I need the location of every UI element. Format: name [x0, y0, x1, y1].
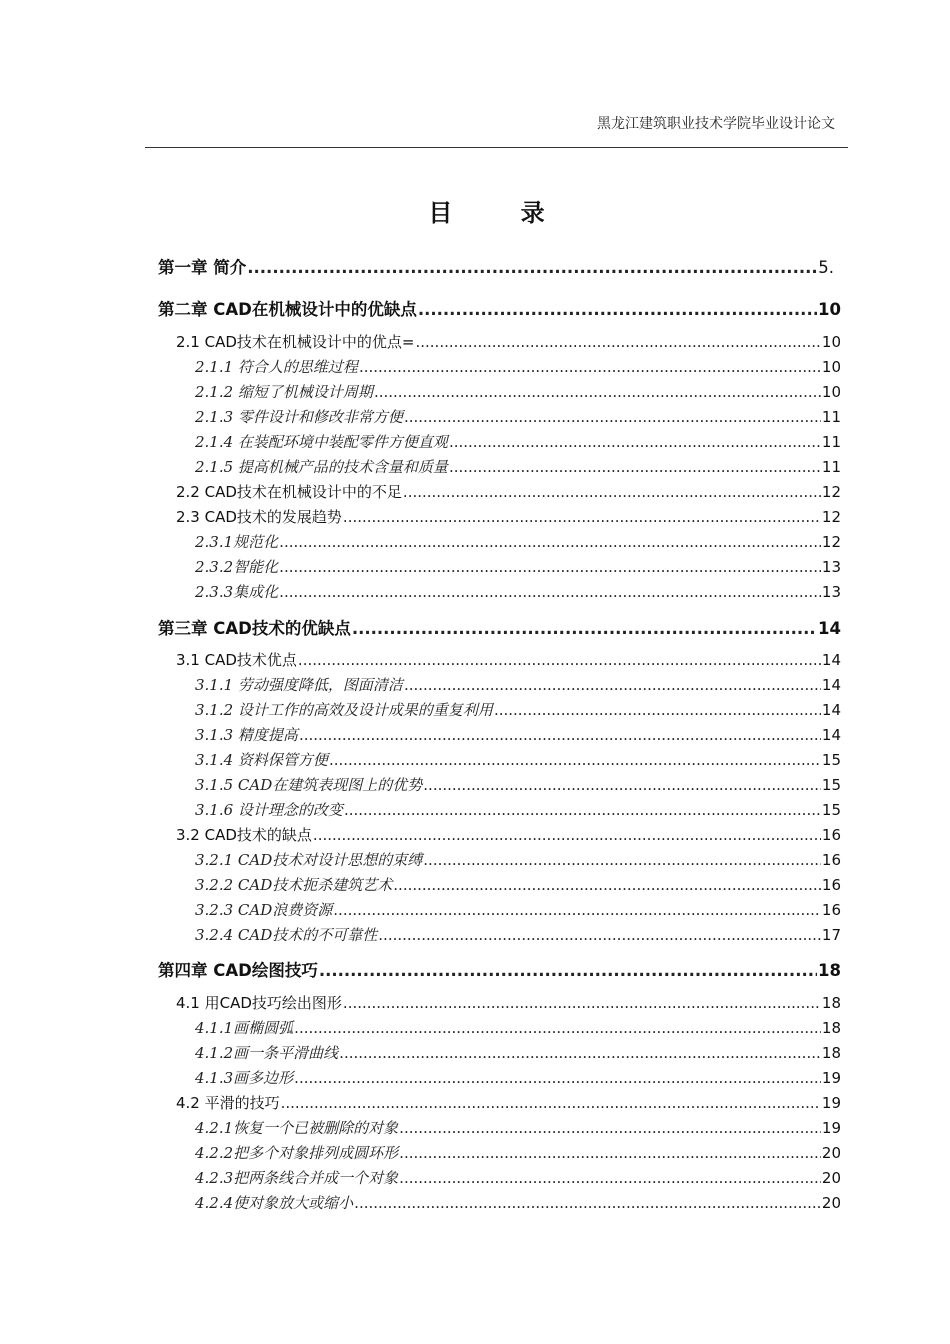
toc-entry [195, 1042, 841, 1064]
toc-entry-title: 2.1.2 缩短了机械设计周期 [195, 383, 373, 401]
toc-dot-leader [294, 1019, 821, 1037]
toc-dot-leader [247, 258, 817, 277]
toc-dot-leader [393, 876, 821, 894]
toc-dot-leader [404, 676, 821, 694]
toc-page-number: 19 [821, 1094, 841, 1112]
toc-dot-leader [423, 851, 821, 869]
toc-dot-leader [403, 483, 821, 501]
toc-page-number: 11 [821, 408, 841, 426]
toc-entry-title: 2.1.5 提高机械产品的技术含量和质量 [195, 458, 448, 476]
toc-page-number: 10 [818, 300, 841, 319]
toc-entry-title: 4.2.4使对象放大或缩小 [195, 1194, 354, 1212]
toc-dot-leader [319, 961, 817, 980]
toc-page-number: 19 [821, 1119, 841, 1137]
toc-entry-title: 3.1.4 资料保管方便 [195, 751, 328, 769]
toc-page-number: 18 [821, 994, 841, 1012]
toc-page-number: 14 [821, 726, 841, 744]
toc-entry [176, 481, 841, 503]
toc-entry-title: 第一章 简介 [158, 258, 247, 277]
toc-dot-leader [399, 1119, 821, 1137]
toc-page-number: 16 [821, 901, 841, 919]
toc-entry [158, 296, 841, 320]
toc-page-number: 18 [821, 1044, 841, 1062]
toc-entry-title: 4.1.1画椭圆弧 [195, 1019, 294, 1037]
toc-entry-title: 3.1 CAD技术优点 [176, 651, 297, 669]
toc-dot-leader [333, 901, 821, 919]
toc-dot-leader [281, 1094, 821, 1112]
toc-entry [195, 924, 841, 946]
toc-dot-leader [352, 619, 817, 638]
toc-entry-title: 4.2.3把两条线合并成一个对象 [195, 1169, 399, 1187]
toc-entry-title: 第四章 CAD绘图技巧 [158, 961, 318, 980]
toc-page-number: 15 [821, 801, 841, 819]
toc-page-number: 14 [821, 676, 841, 694]
toc-page-number: 19 [821, 1069, 841, 1087]
toc-page-number: 10 [821, 383, 841, 401]
toc-entry-title: 4.2 平滑的技巧 [176, 1094, 280, 1112]
toc-entry-title: 2.1.1 符合人的思维过程 [195, 358, 358, 376]
toc-dot-leader [378, 926, 821, 944]
toc-dot-leader [449, 458, 821, 476]
toc-dot-leader [339, 1044, 821, 1062]
toc-entry [195, 799, 841, 821]
toc-entry-title: 3.1.5 CAD在建筑表现图上的优势 [195, 776, 423, 794]
toc-entry [195, 749, 841, 771]
toc-entry [195, 1067, 841, 1089]
toc-entry-title: 2.3 CAD技术的发展趋势 [176, 508, 342, 526]
toc-dot-leader [279, 558, 821, 576]
toc-page-number: 18 [818, 961, 841, 980]
toc-dot-leader [298, 651, 821, 669]
toc-entry [195, 874, 841, 896]
toc-entry [176, 1092, 841, 1114]
toc-page-number: 20 [821, 1144, 841, 1162]
toc-entry-title: 2.3.1规范化 [195, 533, 279, 551]
toc-dot-leader [343, 508, 821, 526]
toc-page-number: 15 [821, 751, 841, 769]
page-title: 目 录 [428, 199, 575, 227]
toc-dot-leader [279, 583, 821, 601]
toc-entry-title: 3.2.4 CAD技术的不可靠性 [195, 926, 378, 944]
toc-page-number: 15 [821, 776, 841, 794]
toc-entry-title: 2.1 CAD技术在机械设计中的优点= [176, 333, 415, 351]
toc-page-number: 11 [821, 433, 841, 451]
toc-entry-title: 第二章 CAD在机械设计中的优缺点 [158, 300, 417, 319]
toc-page-number: 16 [821, 851, 841, 869]
toc-entry [158, 254, 834, 278]
toc-page-number: 10 [821, 358, 841, 376]
toc-page-number: 10 [821, 333, 841, 351]
toc-page-number: 13 [821, 558, 841, 576]
toc-dot-leader [399, 1169, 821, 1187]
toc-page-number: 18 [821, 1019, 841, 1037]
toc-dot-leader [423, 776, 821, 794]
toc-page-number: 12 [821, 508, 841, 526]
toc-entry-title: 2.3.2智能化 [195, 558, 279, 576]
toc-entry [195, 356, 841, 378]
toc-entry [158, 615, 841, 639]
toc-entry-title: 3.2.2 CAD技术扼杀建筑艺术 [195, 876, 393, 894]
toc-entry [176, 649, 841, 671]
toc-entry-title: 3.2 CAD技术的缺点 [176, 826, 312, 844]
toc-dot-leader [329, 751, 821, 769]
toc-entry [195, 1192, 841, 1214]
toc-page-number: 14 [821, 651, 841, 669]
toc-entry [195, 1167, 841, 1189]
toc-entry [176, 992, 841, 1014]
toc-dot-leader [313, 826, 821, 844]
document-header: 黑龙江建筑职业技术学院毕业设计论文 [597, 116, 835, 132]
toc-entry [195, 1117, 841, 1139]
toc-page-number: 14 [821, 701, 841, 719]
toc-entry [176, 331, 841, 353]
toc-entry [195, 406, 841, 428]
toc-entry-title: 2.1.3 零件设计和修改非常方便 [195, 408, 403, 426]
toc-dot-leader [404, 408, 821, 426]
toc-entry-title: 3.1.1 劳动强度降低，图面清洁 [195, 676, 403, 694]
toc-dot-leader [415, 333, 820, 351]
toc-entry [195, 431, 841, 453]
toc-entry-title: 4.1.2画一条平滑曲线 [195, 1044, 339, 1062]
toc-entry [195, 456, 841, 478]
toc-entry [176, 506, 841, 528]
toc-entry [195, 724, 841, 746]
toc-page-number: 16 [821, 876, 841, 894]
toc-page-number: 12 [821, 483, 841, 501]
toc-dot-leader [354, 1194, 821, 1212]
toc-dot-leader [374, 383, 821, 401]
toc-page-number: 17 [821, 926, 841, 944]
toc-entry [195, 849, 841, 871]
toc-entry-title: 4.2.1恢复一个已被删除的对象 [195, 1119, 399, 1137]
toc-dot-leader [294, 1069, 821, 1087]
toc-entry-title: 4.1 用CAD技巧绘出图形 [176, 994, 342, 1012]
toc-dot-leader [299, 726, 821, 744]
toc-dot-leader [399, 1144, 821, 1162]
toc-dot-leader [359, 358, 821, 376]
toc-entry [195, 381, 841, 403]
toc-entry-title: 4.1.3画多边形 [195, 1069, 294, 1087]
toc-dot-leader [449, 433, 821, 451]
toc-entry [195, 1017, 841, 1039]
toc-page-number: 5. [818, 258, 834, 277]
toc-entry-title: 3.2.1 CAD技术对设计思想的束缚 [195, 851, 423, 869]
toc-entry-title: 3.1.3 精度提高 [195, 726, 298, 744]
toc-entry [195, 556, 841, 578]
toc-page-number: 20 [821, 1194, 841, 1212]
toc-dot-leader [279, 533, 821, 551]
toc-entry [158, 957, 841, 981]
toc-page-number: 13 [821, 583, 841, 601]
toc-entry [176, 824, 841, 846]
toc-entry [195, 581, 841, 603]
toc-page-number: 11 [821, 458, 841, 476]
toc-entry-title: 3.1.2 设计工作的高效及设计成果的重复利用 [195, 701, 493, 719]
toc-page-number: 12 [821, 533, 841, 551]
toc-entry [195, 774, 841, 796]
toc-entry [195, 699, 841, 721]
toc-entry-title: 第三章 CAD技术的优缺点 [158, 619, 351, 638]
toc-dot-leader [343, 994, 821, 1012]
toc-entry [195, 899, 841, 921]
toc-entry [195, 1142, 841, 1164]
toc-dot-leader [494, 701, 821, 719]
toc-dot-leader [418, 300, 817, 319]
toc-entry-title: 4.2.2把多个对象排列成圆环形 [195, 1144, 399, 1162]
toc-entry-title: 2.3.3集成化 [195, 583, 279, 601]
toc-page-number: 20 [821, 1169, 841, 1187]
toc-entry-title: 3.2.3 CAD浪费资源 [195, 901, 333, 919]
toc-page-number: 14 [818, 619, 841, 638]
toc-entry-title: 3.1.6 设计理念的改变 [195, 801, 343, 819]
toc-entry-title: 2.1.4 在装配环境中装配零件方便直观 [195, 433, 448, 451]
toc-dot-leader [344, 801, 821, 819]
toc-page-number: 16 [821, 826, 841, 844]
toc-entry [195, 531, 841, 553]
toc-entry [195, 674, 841, 696]
toc-entry-title: 2.2 CAD技术在机械设计中的不足 [176, 483, 402, 501]
